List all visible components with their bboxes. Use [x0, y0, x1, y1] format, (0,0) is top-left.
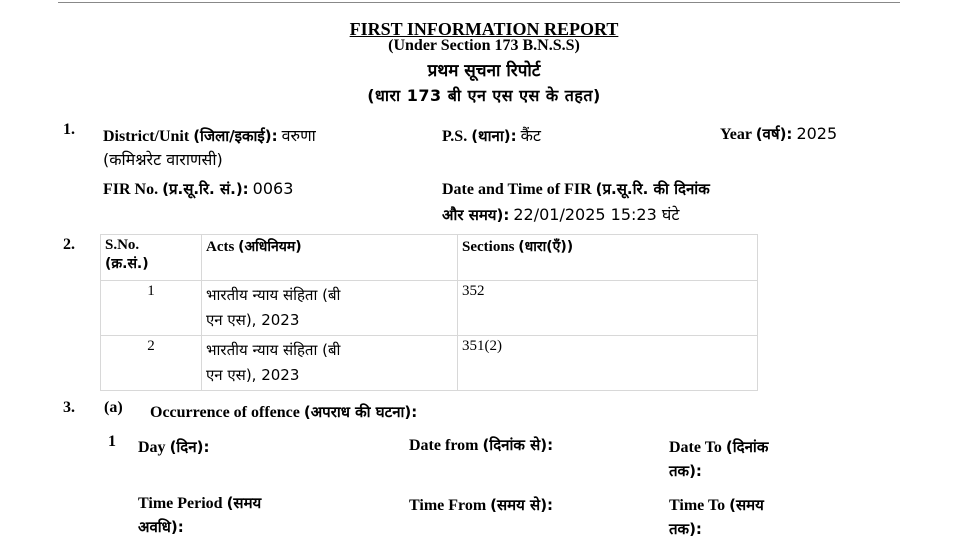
time-from-label: Time From (समय से):	[409, 496, 554, 514]
fir-number-label: FIR No. (प्र.सू.रि. सं.): 0063	[103, 179, 294, 198]
table-row	[101, 336, 758, 391]
column-sno: S.No. (क्र.सं.)	[101, 235, 202, 281]
section-3-sub: (a)	[104, 399, 123, 416]
fir-number-value: 0063	[252, 179, 294, 198]
occurrence-label: Occurrence of offence (अपराध की घटना):	[150, 403, 418, 421]
day-label: Day (दिन):	[138, 438, 210, 456]
row-section: 352	[458, 281, 758, 336]
report-title-hindi: प्रथम सूचना रिपोर्ट	[427, 61, 541, 81]
row-sno: 2	[101, 336, 202, 391]
time-to-label: Time To (समय	[669, 496, 764, 514]
row-act: भारतीय न्याय संहिता (बी एन एस), 2023	[202, 336, 458, 391]
section-1-number: 1.	[63, 121, 75, 138]
year-value: 2025	[796, 124, 838, 143]
row-section: 351(2)	[458, 336, 758, 391]
section-3-number: 3.	[63, 399, 75, 416]
date-to-label-line2: तक):	[669, 462, 702, 480]
section-2-number: 2.	[63, 236, 75, 253]
report-subtitle-hindi: (धारा 173 बी एन एस एस के तहत)	[367, 86, 601, 105]
time-to-label-line2: तक):	[669, 520, 702, 538]
acts-table	[100, 234, 758, 391]
fir-datetime-label: Date and Time of FIR (प्र.सू.रि. की दिनांक	[442, 180, 710, 198]
acts-table-header	[101, 235, 758, 281]
year-label: Year (वर्ष): 2025	[720, 124, 838, 143]
column-sections: Sections (धारा(एँ))	[458, 235, 758, 281]
police-station-label: P.S. (थाना): कैंट	[442, 126, 541, 145]
time-period-label: Time Period (समय	[138, 494, 262, 512]
district-value: वरुणा	[281, 126, 316, 145]
time-period-label-line2: अवधि):	[138, 518, 184, 536]
fir-datetime-label-line2: और समय): 22/01/2025 15:23 घंटे	[442, 205, 680, 224]
police-station-value: कैंट	[520, 126, 541, 145]
column-acts: Acts (अधिनियम)	[202, 235, 458, 281]
top-rule	[58, 2, 900, 3]
date-to-label: Date To (दिनांक	[669, 438, 769, 456]
district-label: District/Unit (जिला/इकाई): वरुणा	[103, 126, 316, 145]
district-value-line2: (कमिश्नरेट वाराणसी)	[103, 150, 223, 169]
fir-datetime-value: 22/01/2025 15:23 घंटे	[513, 205, 680, 224]
report-title: FIRST INFORMATION REPORT	[349, 19, 619, 39]
report-subtitle: (Under Section 173 B.N.S.S)	[388, 37, 580, 54]
table-row	[101, 281, 758, 336]
date-from-label: Date from (दिनांक से):	[409, 436, 554, 454]
occurrence-item-number: 1	[108, 433, 116, 450]
row-act: भारतीय न्याय संहिता (बी एन एस), 2023	[202, 281, 458, 336]
row-sno: 1	[101, 281, 202, 336]
